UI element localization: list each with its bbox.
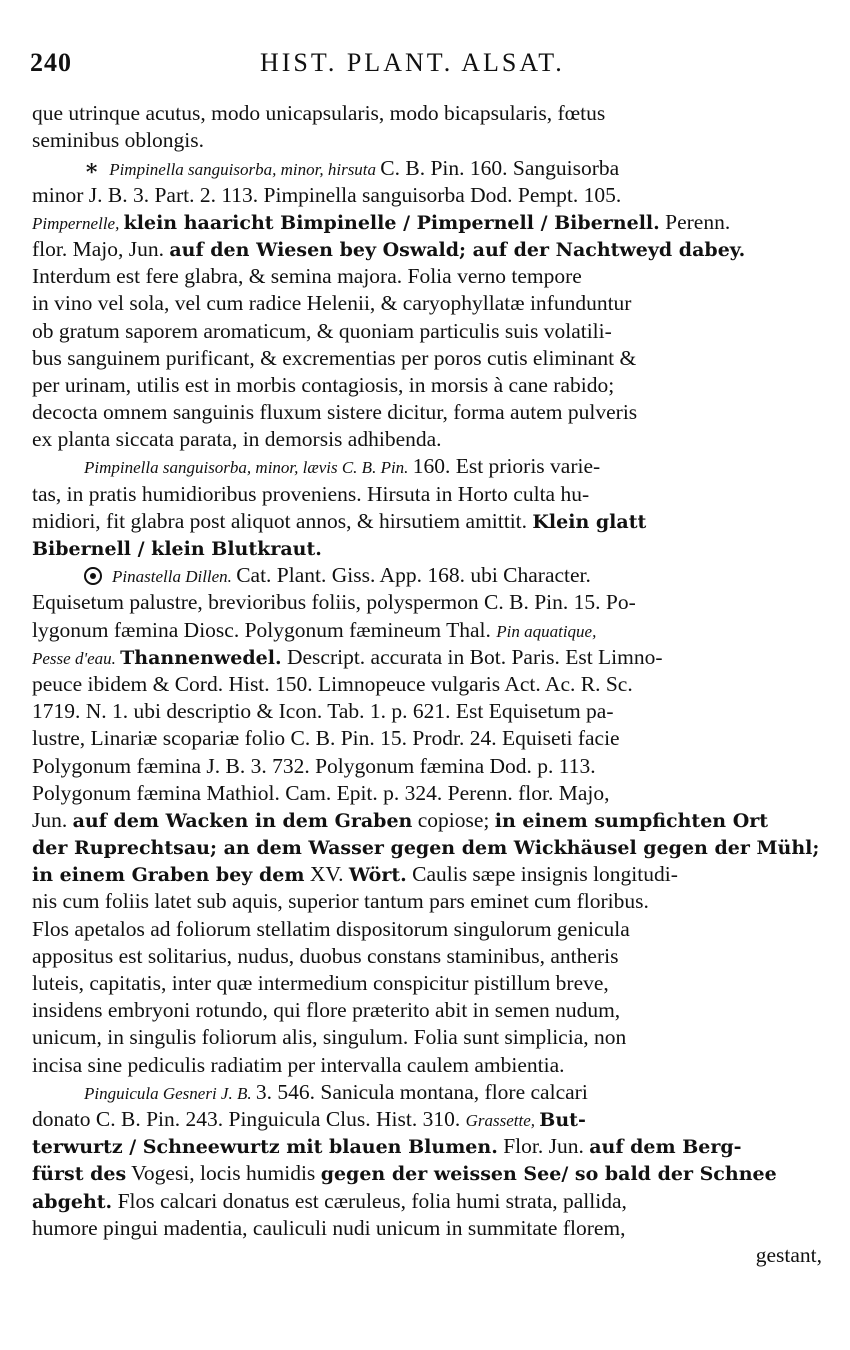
text-line — [32, 916, 822, 943]
roman-text: lustre, Linariæ scopariæ folio C. B. Pin. 15. Prodr. 24. Equiseti facie — [32, 726, 620, 751]
italic-text: Pimpinella sanguisorba, minor, lævis C. B. Pin. — [84, 458, 413, 478]
text-line — [32, 236, 822, 263]
text-line — [32, 589, 822, 616]
page-header — [30, 48, 830, 84]
text-line — [32, 698, 822, 725]
text-line — [32, 209, 822, 236]
roman-text: lygonum fæmina Diosc. Polygonum fæmineum Thal. — [32, 617, 497, 642]
roman-text: minor J. B. 3. Part. 2. 113. Pimpinella sanguisorba Dod. Pempt. 105. — [32, 182, 622, 207]
fraktur-text: Wört. — [348, 864, 407, 887]
italic-text: Grassette, — [465, 1110, 540, 1130]
roman-text: per urinam, utilis est in morbis contagiosis, in morsis à cane rabido; — [32, 372, 615, 397]
roman-text: unicum, in singulis foliorum alis, singulum. Folia sunt simplicia, non — [32, 1025, 627, 1050]
roman-text: insidens embryoni rotundo, qui flore præterito abit in semen nudum, — [32, 998, 621, 1023]
text-line — [32, 508, 822, 535]
asterisk-marker-icon: ∗ — [84, 155, 100, 181]
text-line — [32, 725, 822, 752]
roman-text: tas, in pratis humidioribus proveniens. Hirsuta in Horto culta hu- — [32, 481, 590, 506]
italic-text: Pin aquatique, — [496, 621, 597, 641]
text-line — [32, 1215, 822, 1242]
fraktur-text: in einem sumpfichten Ort — [494, 809, 769, 832]
roman-text: Descript. accurata in Bot. Paris. Est Limno- — [281, 644, 663, 669]
roman-text: C. B. Pin. 160. Sanguisorba — [380, 156, 620, 181]
text-line — [32, 1133, 822, 1160]
roman-text: nis cum foliis latet sub aquis, superior tantum pars eminet cum floribus. — [32, 889, 649, 914]
text-line — [32, 1024, 822, 1051]
text-line — [32, 861, 822, 888]
fraktur-text: auf dem Berg- — [589, 1136, 742, 1159]
text-line — [32, 535, 822, 562]
text-line — [32, 807, 822, 834]
roman-text: 1719. N. 1. ubi descriptio & Icon. Tab. 1. p. 621. Est Equisetum pa- — [32, 699, 614, 724]
roman-text: Flor. Jun. — [497, 1134, 590, 1159]
roman-text: decocta omnem sanguinis fluxum sistere dicitur, forma autem pulveris — [32, 400, 638, 425]
text-line — [32, 1106, 822, 1133]
roman-text: seminibus oblongis. — [32, 128, 205, 153]
roman-text: Jun. — [32, 807, 73, 832]
roman-text: Flos apetalos ad foliorum stellatim dispositorum singulorum genicula — [32, 916, 630, 941]
text-line — [32, 644, 822, 671]
fraktur-text: Bibernell / klein Blutkraut. — [32, 538, 322, 560]
italic-text: Pimpinella sanguisorba, minor, hirsuta — [109, 160, 381, 180]
roman-text: flor. Majo, Jun. — [32, 236, 170, 261]
text-line — [32, 970, 822, 997]
text-line — [32, 834, 822, 861]
italic-text: Pinguicula Gesneri J. B. — [84, 1083, 256, 1103]
text-line — [32, 780, 822, 807]
text-line — [32, 372, 822, 399]
roman-text: luteis, capitatis, inter quæ intermedium conspicitur pistillum breve, — [32, 971, 609, 995]
text-line — [32, 1188, 822, 1215]
roman-text: Caulis sæpe insignis longitudi- — [406, 862, 678, 887]
text-line — [32, 100, 822, 127]
text-line — [32, 617, 822, 644]
fraktur-text: klein haaricht Bimpinelle / Pimpernell / Bibernell. — [123, 211, 660, 234]
text-line — [32, 997, 822, 1024]
roman-text: peuce ibidem & Cord. Hist. 150. Limnopeuce vulgaris Act. Ac. R. Sc. — [32, 671, 633, 696]
fraktur-text: fürst des — [32, 1163, 127, 1186]
roman-text: Cat. Plant. Giss. App. 168. ubi Character. — [236, 563, 591, 588]
text-line — [32, 481, 822, 508]
roman-text: copiose; — [412, 807, 495, 832]
text-line — [32, 671, 822, 698]
fraktur-text: auf den Wiesen bey Oswald; auf der Nachtweyd dabey. — [169, 238, 746, 261]
text-line — [32, 1160, 822, 1187]
fraktur-text: Thannenwedel. — [120, 646, 282, 669]
roman-text: donato C. B. Pin. 243. Pinguicula Clus. Hist. 310. — [32, 1106, 466, 1131]
roman-text: 160. Est prioris varie- — [412, 454, 601, 479]
text-line — [32, 426, 822, 453]
roman-text: 3. 546. Sanicula montana, flore calcari — [255, 1079, 588, 1104]
page-number: 240 — [30, 48, 72, 77]
roman-text: Polygonum fæmina Mathiol. Cam. Epit. p. 324. Perenn. flor. Majo, — [32, 780, 610, 805]
text-line — [32, 1242, 822, 1269]
roman-text: ex planta siccata parata, in demorsis adhibenda. — [32, 427, 442, 452]
fraktur-text: But- — [539, 1108, 586, 1131]
fraktur-text: in einem Graben bey dem — [32, 864, 305, 887]
text-line — [32, 154, 822, 181]
text-line — [32, 1079, 822, 1106]
running-title: HIST. PLANT. ALSAT. — [260, 48, 565, 77]
text-line — [32, 453, 822, 480]
roman-text: Vogesi, locis humidis — [126, 1161, 321, 1186]
italic-text: Pesse d'eau. — [32, 648, 121, 668]
text-line — [32, 562, 822, 589]
text-line — [32, 753, 822, 780]
text-line — [32, 345, 822, 372]
text-line — [32, 290, 822, 317]
fraktur-text: gegen der weissen See/ so bald der Schnee — [320, 1163, 777, 1186]
text-line — [32, 888, 822, 915]
text-line — [32, 1052, 822, 1079]
text-line — [32, 127, 822, 154]
text-line — [32, 399, 822, 426]
roman-text: Perenn. — [659, 209, 731, 234]
italic-text: Pimpernelle, — [32, 213, 124, 233]
roman-text: Equisetum palustre, brevioribus foliis, polyspermon C. B. Pin. 15. Po- — [32, 590, 636, 615]
roman-text: Interdum est fere glabra, & semina majora. Folia verno tempore — [32, 264, 582, 289]
roman-text: in vino vel sola, vel cum radice Helenii, & caryophyllatæ infunduntur — [32, 291, 632, 316]
roman-text: Polygonum fæmina J. B. 3. 732. Polygonum fæmina Dod. p. 113. — [32, 753, 596, 778]
roman-text: humore pingui madentia, cauliculi nudi unicum in summitate florem, — [32, 1215, 626, 1240]
roman-text: XV. — [304, 862, 349, 887]
text-line — [32, 263, 822, 290]
roman-text: appositus est solitarius, nudus, duobus constans staminibus, antheris — [32, 943, 619, 968]
text-line — [32, 318, 822, 345]
fraktur-text: Klein glatt — [532, 510, 647, 533]
body-text — [32, 100, 822, 1269]
roman-text: Flos calcari donatus est cæruleus, folia humi strata, pallida, — [112, 1188, 627, 1213]
roman-text: ob gratum saporem aromaticum, & quoniam particulis suis volatili- — [32, 318, 612, 343]
roman-text: que utrinque acutus, modo unicapsularis, modo bicapsularis, fœtus — [32, 101, 606, 125]
roman-text: bus sanguinem purificant, & excrementias per poros cutis eliminant & — [32, 345, 637, 370]
italic-text: Pinastella Dillen. — [112, 567, 237, 587]
circle-dot-marker-icon — [84, 562, 102, 589]
text-line — [32, 943, 822, 970]
roman-text: incisa sine pediculis radiatim per intervalla caulem ambientia. — [32, 1052, 565, 1077]
fraktur-text: abgeht. — [32, 1190, 113, 1213]
fraktur-text: der Ruprechtsau; an dem Wasser gegen dem Wickhäusel gegen der Mühl; — [32, 837, 820, 860]
roman-text: gestant, — [755, 1242, 822, 1267]
fraktur-text: terwurtz / Schneewurtz mit blauen Blumen. — [32, 1136, 498, 1159]
fraktur-text: auf dem Wacken in dem Graben — [72, 809, 413, 832]
text-line — [32, 182, 822, 209]
roman-text: midiori, fit glabra post aliquot annos, & hirsutiem amittit. — [32, 508, 533, 533]
